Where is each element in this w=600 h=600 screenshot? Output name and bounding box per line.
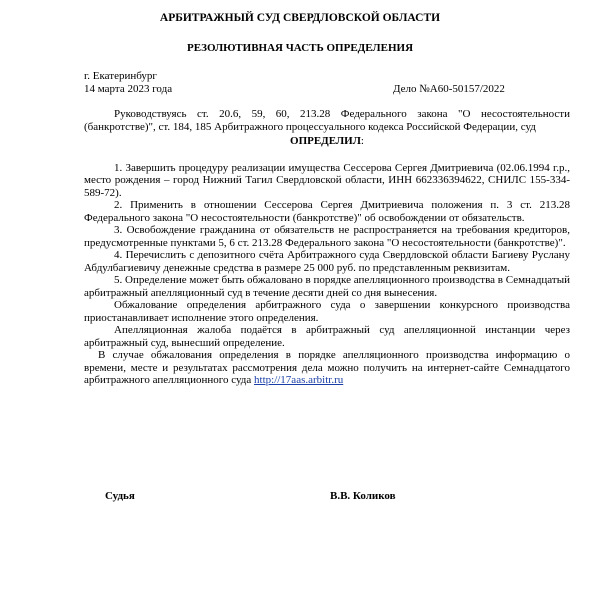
decided-word: ОПРЕДЕЛИЛ [290, 135, 361, 147]
info-note [84, 349, 570, 387]
info-note-text: В случае обжалования определения в порядке апелляционного производства информацию о времени, месте и результатах рассмотрения дела можно получить на интернет-сайте Семнадцатого арбитражного апелляционного суда [84, 349, 570, 386]
item-2: 2. Применить в отношении Сессерова Сергея Дмитриевича положения п. 3 ст. 213.28 Федерального закона "О несостоятельности (банкротстве)" об освобождении от обязательств. [84, 199, 570, 224]
court-website-link[interactable]: http://17aas.arbitr.ru [254, 374, 344, 386]
document-body [84, 108, 570, 387]
item-1: 1. Завершить процедуру реализации имущества Сессерова Сергея Дмитриевича (02.06.1994 г.р., место рождения – город Нижний Тагил Свердловской области, ИНН 662336394622, СНИЛС 155-334-589-72). [84, 161, 570, 199]
document-title: РЕЗОЛЮТИВНАЯ ЧАСТЬ ОПРЕДЕЛЕНИЯ [186, 42, 414, 54]
decided-colon: : [360, 135, 364, 147]
complaint-note: Апелляционная жалоба подаётся в арбитражный суд апелляционной инстанции через арбитражный суд, вынесший определение. [84, 324, 570, 349]
signature-role: Судья [105, 490, 135, 502]
item-4: 4. Перечислить с депозитного счёта Арбитражного суда Свердловской области Багиеву Руслану Абдулбагиевичу денежные средства в размере 25 000 руб. по представленным реквизитам. [84, 249, 570, 274]
signature-name: В.В. Коликов [330, 490, 396, 502]
appeal-note: Обжалование определения арбитражного суда о завершении конкурсного производства приостанавливает исполнение этого определения. [84, 299, 570, 324]
city: г. Екатеринбург [84, 70, 157, 82]
court-name: АРБИТРАЖНЫЙ СУД СВЕРДЛОВСКОЙ ОБЛАСТИ [159, 12, 441, 24]
item-5: 5. Определение может быть обжаловано в порядке апелляционного производства в Семнадцатый арбитражный апелляционный суд в течение десяти дней со дня вынесения. [84, 274, 570, 299]
decision-date: 14 марта 2023 года [84, 83, 173, 95]
intro-paragraph: Руководствуясь ст. 20.6, 59, 60, 213.28 Федерального закона "О несостоятельности (банкротстве)", ст. 184, 185 Арбитражного процессуального кодекса Российской Федерации, суд [84, 108, 570, 133]
item-3: 3. Освобождение гражданина от обязательств не распространяется на требования кредиторов, предусмотренные пунктами 5, 6 ст. 213.28 Федерального закона "О несостоятельности (банкротстве)". [84, 224, 570, 249]
case-number: Дело №А60-50157/2022 [393, 83, 505, 95]
decided-heading [84, 135, 570, 148]
